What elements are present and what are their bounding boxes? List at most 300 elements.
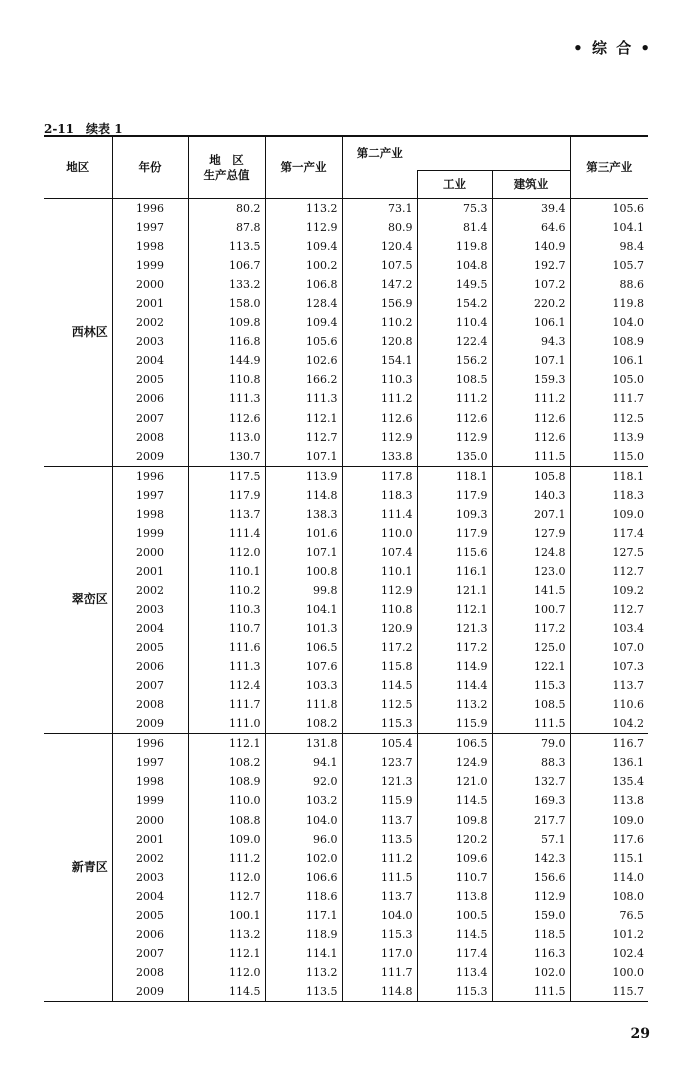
tertiary-cell: 115.1	[570, 849, 648, 868]
primary-cell: 100.8	[265, 562, 342, 581]
tertiary-cell: 112.7	[570, 562, 648, 581]
table-row	[44, 982, 648, 1002]
tertiary-cell: 117.4	[570, 524, 648, 543]
primary-cell: 112.9	[265, 218, 342, 237]
page-number: 29	[630, 1026, 650, 1042]
year-cell: 2008	[112, 963, 188, 982]
region-name: 翠峦区	[71, 592, 108, 607]
secondary-cell: 121.3	[342, 772, 417, 791]
gdp-cell: 113.0	[188, 428, 265, 447]
primary-cell: 114.8	[265, 486, 342, 505]
primary-cell: 118.9	[265, 925, 342, 944]
primary-cell: 166.2	[265, 370, 342, 389]
construction-cell: 94.3	[492, 332, 570, 351]
secondary-cell: 104.0	[342, 906, 417, 925]
primary-cell: 109.4	[265, 237, 342, 256]
year-cell: 2007	[112, 676, 188, 695]
secondary-cell: 120.9	[342, 619, 417, 638]
gdp-cell: 110.3	[188, 600, 265, 619]
primary-cell: 113.2	[265, 199, 342, 219]
gdp-cell: 108.2	[188, 753, 265, 772]
primary-cell: 131.8	[265, 734, 342, 754]
gdp-cell: 112.1	[188, 944, 265, 963]
industry-cell: 114.5	[417, 925, 492, 944]
tertiary-cell: 112.5	[570, 409, 648, 428]
region-label	[44, 734, 112, 1002]
tertiary-cell: 111.7	[570, 389, 648, 408]
table-row	[44, 332, 648, 351]
table-row	[44, 409, 648, 428]
tertiary-cell: 109.2	[570, 581, 648, 600]
tertiary-cell: 113.8	[570, 791, 648, 810]
gdp-cell: 144.9	[188, 351, 265, 370]
industry-cell: 117.9	[417, 524, 492, 543]
year-cell: 1998	[112, 237, 188, 256]
primary-cell: 102.0	[265, 849, 342, 868]
table-row	[44, 370, 648, 389]
construction-cell: 88.3	[492, 753, 570, 772]
table-row	[44, 600, 648, 619]
year-cell: 2006	[112, 657, 188, 676]
gdp-cell: 111.3	[188, 389, 265, 408]
secondary-cell: 107.5	[342, 256, 417, 275]
table-row	[44, 791, 648, 810]
year-cell: 1999	[112, 524, 188, 543]
secondary-cell: 110.3	[342, 370, 417, 389]
tertiary-cell: 98.4	[570, 237, 648, 256]
industry-cell: 117.2	[417, 638, 492, 657]
secondary-cell: 115.9	[342, 791, 417, 810]
secondary-cell: 117.8	[342, 466, 417, 486]
construction-cell: 112.6	[492, 409, 570, 428]
gdp-cell: 106.7	[188, 256, 265, 275]
industry-cell: 109.6	[417, 849, 492, 868]
construction-cell: 118.5	[492, 925, 570, 944]
year-cell: 2005	[112, 638, 188, 657]
gdp-cell: 110.2	[188, 581, 265, 600]
primary-cell: 107.6	[265, 657, 342, 676]
tertiary-cell: 88.6	[570, 275, 648, 294]
primary-cell: 118.6	[265, 887, 342, 906]
gdp-cell: 111.2	[188, 849, 265, 868]
tertiary-cell: 119.8	[570, 294, 648, 313]
industry-cell: 135.0	[417, 447, 492, 467]
year-cell: 1997	[112, 486, 188, 505]
gdp-cell: 112.4	[188, 676, 265, 695]
secondary-cell: 111.2	[342, 389, 417, 408]
primary-cell: 108.2	[265, 714, 342, 734]
industry-cell: 110.4	[417, 313, 492, 332]
industry-cell: 121.3	[417, 619, 492, 638]
year-cell: 2006	[112, 389, 188, 408]
industry-cell: 119.8	[417, 237, 492, 256]
table-row	[44, 486, 648, 505]
year-cell: 1996	[112, 734, 188, 754]
col-header-gdp-line1: 地 区	[209, 152, 244, 167]
tertiary-cell: 127.5	[570, 543, 648, 562]
region-name: 西林区	[71, 324, 108, 339]
tertiary-cell: 107.0	[570, 638, 648, 657]
industry-cell: 113.2	[417, 695, 492, 714]
gdp-cell: 112.1	[188, 734, 265, 754]
year-cell: 2005	[112, 370, 188, 389]
secondary-cell: 123.7	[342, 753, 417, 772]
year-cell: 2001	[112, 830, 188, 849]
gdp-cell: 110.7	[188, 619, 265, 638]
construction-cell: 116.3	[492, 944, 570, 963]
primary-cell: 128.4	[265, 294, 342, 313]
construction-cell: 115.3	[492, 676, 570, 695]
col-header-primary: 第一产业	[265, 136, 342, 199]
table-row	[44, 887, 648, 906]
industry-cell: 122.4	[417, 332, 492, 351]
gdp-cell: 113.5	[188, 237, 265, 256]
secondary-cell: 107.4	[342, 543, 417, 562]
industry-cell: 154.2	[417, 294, 492, 313]
tertiary-cell: 136.1	[570, 753, 648, 772]
table-row	[44, 447, 648, 467]
secondary-cell: 112.9	[342, 428, 417, 447]
year-cell: 2006	[112, 925, 188, 944]
table-row	[44, 963, 648, 982]
region-label	[44, 466, 112, 734]
tertiary-cell: 102.4	[570, 944, 648, 963]
year-cell: 2003	[112, 868, 188, 887]
tertiary-cell: 104.1	[570, 218, 648, 237]
gdp-cell: 112.6	[188, 409, 265, 428]
primary-cell: 92.0	[265, 772, 342, 791]
industry-cell: 112.9	[417, 428, 492, 447]
primary-cell: 138.3	[265, 505, 342, 524]
construction-cell: 169.3	[492, 791, 570, 810]
tertiary-cell: 109.0	[570, 505, 648, 524]
primary-cell: 99.8	[265, 581, 342, 600]
table-row	[44, 944, 648, 963]
year-cell: 2005	[112, 906, 188, 925]
table-row	[44, 313, 648, 332]
tertiary-cell: 105.0	[570, 370, 648, 389]
tertiary-cell: 100.0	[570, 963, 648, 982]
tertiary-cell: 118.3	[570, 486, 648, 505]
secondary-cell: 117.0	[342, 944, 417, 963]
primary-cell: 104.1	[265, 600, 342, 619]
industry-cell: 121.1	[417, 581, 492, 600]
group-xinqing	[44, 734, 648, 1002]
table-row	[44, 849, 648, 868]
construction-cell: 111.5	[492, 447, 570, 467]
year-cell: 2004	[112, 887, 188, 906]
year-cell: 1999	[112, 791, 188, 810]
primary-cell: 101.3	[265, 619, 342, 638]
year-cell: 2002	[112, 581, 188, 600]
secondary-cell: 111.7	[342, 963, 417, 982]
industry-cell: 112.1	[417, 600, 492, 619]
industry-cell: 116.1	[417, 562, 492, 581]
tertiary-cell: 108.0	[570, 887, 648, 906]
tertiary-cell: 104.2	[570, 714, 648, 734]
construction-cell: 123.0	[492, 562, 570, 581]
secondary-cell: 120.8	[342, 332, 417, 351]
tertiary-cell: 107.3	[570, 657, 648, 676]
year-cell: 1998	[112, 505, 188, 524]
industry-cell: 75.3	[417, 199, 492, 219]
tertiary-cell: 108.9	[570, 332, 648, 351]
region-label	[44, 199, 112, 467]
construction-cell: 107.2	[492, 275, 570, 294]
tertiary-cell: 101.2	[570, 925, 648, 944]
gdp-cell: 110.1	[188, 562, 265, 581]
industry-cell: 113.4	[417, 963, 492, 982]
gdp-cell: 80.2	[188, 199, 265, 219]
secondary-cell: 110.0	[342, 524, 417, 543]
year-cell: 2003	[112, 600, 188, 619]
industry-cell: 114.9	[417, 657, 492, 676]
construction-cell: 142.3	[492, 849, 570, 868]
industry-cell: 114.4	[417, 676, 492, 695]
primary-cell: 106.6	[265, 868, 342, 887]
gdp-cell: 112.0	[188, 868, 265, 887]
construction-cell: 39.4	[492, 199, 570, 219]
construction-cell: 105.8	[492, 466, 570, 486]
industry-cell: 100.5	[417, 906, 492, 925]
primary-cell: 112.1	[265, 409, 342, 428]
table-row	[44, 868, 648, 887]
col-header-industry: 工业	[417, 171, 492, 199]
secondary-cell: 118.3	[342, 486, 417, 505]
construction-cell: 159.0	[492, 906, 570, 925]
tertiary-cell: 115.0	[570, 447, 648, 467]
construction-cell: 102.0	[492, 963, 570, 982]
primary-cell: 117.1	[265, 906, 342, 925]
industry-cell: 115.9	[417, 714, 492, 734]
primary-cell: 111.8	[265, 695, 342, 714]
primary-cell: 113.9	[265, 466, 342, 486]
primary-cell: 105.6	[265, 332, 342, 351]
construction-cell: 111.2	[492, 389, 570, 408]
statistics-table	[44, 135, 648, 1002]
construction-cell: 140.3	[492, 486, 570, 505]
year-cell: 2009	[112, 447, 188, 467]
primary-cell: 109.4	[265, 313, 342, 332]
industry-cell: 109.8	[417, 811, 492, 830]
construction-cell: 124.8	[492, 543, 570, 562]
col-header-gdp-line2: 生产总值	[203, 167, 250, 182]
table-row	[44, 256, 648, 275]
gdp-cell: 100.1	[188, 906, 265, 925]
tertiary-cell: 105.7	[570, 256, 648, 275]
table-row	[44, 218, 648, 237]
tertiary-cell: 113.7	[570, 676, 648, 695]
primary-cell: 94.1	[265, 753, 342, 772]
year-cell: 1996	[112, 199, 188, 219]
gdp-cell: 111.7	[188, 695, 265, 714]
group-xilin	[44, 199, 648, 467]
year-cell: 1999	[112, 256, 188, 275]
table-row	[44, 753, 648, 772]
secondary-cell: 112.5	[342, 695, 417, 714]
region-name: 新青区	[71, 860, 108, 875]
table-row	[44, 657, 648, 676]
table-row	[44, 524, 648, 543]
tertiary-cell: 116.7	[570, 734, 648, 754]
tertiary-cell: 118.1	[570, 466, 648, 486]
industry-cell: 113.8	[417, 887, 492, 906]
year-cell: 2000	[112, 811, 188, 830]
col-header-construction: 建筑业	[492, 171, 570, 199]
table-row	[44, 237, 648, 256]
gdp-cell: 117.9	[188, 486, 265, 505]
secondary-cell: 120.4	[342, 237, 417, 256]
construction-cell: 111.5	[492, 714, 570, 734]
construction-cell: 159.3	[492, 370, 570, 389]
primary-cell: 111.3	[265, 389, 342, 408]
secondary-cell: 110.1	[342, 562, 417, 581]
secondary-cell: 105.4	[342, 734, 417, 754]
gdp-cell: 113.7	[188, 505, 265, 524]
secondary-cell: 111.4	[342, 505, 417, 524]
industry-cell: 120.2	[417, 830, 492, 849]
industry-cell: 149.5	[417, 275, 492, 294]
industry-cell: 118.1	[417, 466, 492, 486]
tertiary-cell: 106.1	[570, 351, 648, 370]
secondary-cell: 113.7	[342, 811, 417, 830]
industry-cell: 121.0	[417, 772, 492, 791]
gdp-cell: 109.0	[188, 830, 265, 849]
primary-cell: 101.6	[265, 524, 342, 543]
secondary-cell: 115.8	[342, 657, 417, 676]
construction-cell: 117.2	[492, 619, 570, 638]
secondary-cell: 111.2	[342, 849, 417, 868]
year-cell: 2008	[112, 428, 188, 447]
tertiary-cell: 109.0	[570, 811, 648, 830]
gdp-cell: 130.7	[188, 447, 265, 467]
primary-cell: 107.1	[265, 543, 342, 562]
table-row	[44, 199, 648, 219]
construction-cell: 106.1	[492, 313, 570, 332]
year-cell: 1997	[112, 753, 188, 772]
industry-cell: 106.5	[417, 734, 492, 754]
table-row	[44, 906, 648, 925]
table-id: 2-11 续表 1	[44, 122, 123, 136]
primary-cell: 103.3	[265, 676, 342, 695]
tertiary-cell: 105.6	[570, 199, 648, 219]
gdp-cell: 111.4	[188, 524, 265, 543]
tertiary-cell: 117.6	[570, 830, 648, 849]
year-cell: 2007	[112, 944, 188, 963]
col-header-region: 地区	[44, 136, 112, 199]
construction-cell: 125.0	[492, 638, 570, 657]
year-cell: 2001	[112, 294, 188, 313]
gdp-cell: 110.0	[188, 791, 265, 810]
primary-cell: 106.5	[265, 638, 342, 657]
table-row	[44, 275, 648, 294]
tertiary-cell: 114.0	[570, 868, 648, 887]
gdp-cell: 116.8	[188, 332, 265, 351]
gdp-cell: 87.8	[188, 218, 265, 237]
col-header-secondary: 第二产业	[342, 136, 417, 171]
industry-cell: 115.6	[417, 543, 492, 562]
col-header-gdp	[188, 136, 265, 199]
tertiary-cell: 110.6	[570, 695, 648, 714]
year-cell: 2000	[112, 543, 188, 562]
construction-cell: 207.1	[492, 505, 570, 524]
industry-cell: 81.4	[417, 218, 492, 237]
secondary-cell: 114.8	[342, 982, 417, 1002]
section-header: • 综 合 •	[573, 39, 652, 57]
col-header-secondary-cont	[342, 171, 417, 199]
primary-cell: 102.6	[265, 351, 342, 370]
year-cell: 2002	[112, 849, 188, 868]
secondary-cell: 110.2	[342, 313, 417, 332]
secondary-cell: 73.1	[342, 199, 417, 219]
table-row	[44, 830, 648, 849]
secondary-cell: 154.1	[342, 351, 417, 370]
secondary-cell: 111.5	[342, 868, 417, 887]
table-row	[44, 638, 648, 657]
industry-cell: 109.3	[417, 505, 492, 524]
construction-cell: 79.0	[492, 734, 570, 754]
year-cell: 2003	[112, 332, 188, 351]
primary-cell: 113.5	[265, 982, 342, 1002]
primary-cell: 100.2	[265, 256, 342, 275]
primary-cell: 103.2	[265, 791, 342, 810]
statistics-table-container	[44, 135, 648, 1002]
col-header-blank-b	[492, 136, 570, 171]
industry-cell: 115.3	[417, 982, 492, 1002]
construction-cell: 127.9	[492, 524, 570, 543]
secondary-cell: 115.3	[342, 714, 417, 734]
table-row	[44, 695, 648, 714]
industry-cell: 111.2	[417, 389, 492, 408]
table-row	[44, 925, 648, 944]
table-row	[44, 351, 648, 370]
construction-cell: 132.7	[492, 772, 570, 791]
tertiary-cell: 115.7	[570, 982, 648, 1002]
gdp-cell: 112.0	[188, 963, 265, 982]
table-row	[44, 543, 648, 562]
secondary-cell: 113.7	[342, 887, 417, 906]
tertiary-cell: 113.9	[570, 428, 648, 447]
construction-cell: 111.5	[492, 982, 570, 1002]
table-row	[44, 772, 648, 791]
gdp-cell: 158.0	[188, 294, 265, 313]
col-header-year: 年份	[112, 136, 188, 199]
industry-cell: 104.8	[417, 256, 492, 275]
gdp-cell: 113.2	[188, 925, 265, 944]
table-row	[44, 714, 648, 734]
construction-cell: 122.1	[492, 657, 570, 676]
year-cell: 2000	[112, 275, 188, 294]
gdp-cell: 114.5	[188, 982, 265, 1002]
gdp-cell: 108.9	[188, 772, 265, 791]
gdp-cell: 112.0	[188, 543, 265, 562]
gdp-cell: 117.5	[188, 466, 265, 486]
secondary-cell: 117.2	[342, 638, 417, 657]
construction-cell: 192.7	[492, 256, 570, 275]
year-cell: 2002	[112, 313, 188, 332]
table-row	[44, 734, 648, 754]
construction-cell: 112.9	[492, 887, 570, 906]
year-cell: 2008	[112, 695, 188, 714]
group-cuiluan	[44, 466, 648, 734]
table-row	[44, 389, 648, 408]
primary-cell: 96.0	[265, 830, 342, 849]
year-cell: 2004	[112, 619, 188, 638]
gdp-cell: 133.2	[188, 275, 265, 294]
industry-cell: 117.4	[417, 944, 492, 963]
year-cell: 2001	[112, 562, 188, 581]
secondary-cell: 156.9	[342, 294, 417, 313]
